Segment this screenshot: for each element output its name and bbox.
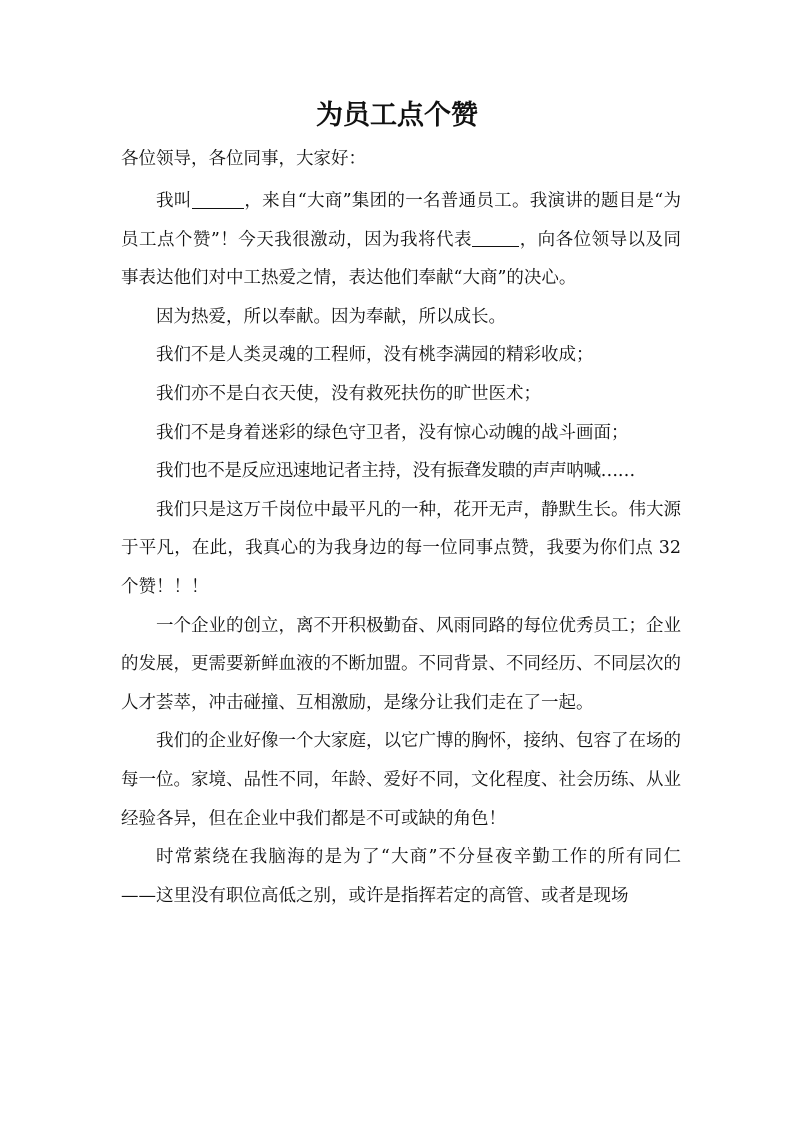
- intro-text-1: 我叫: [156, 191, 192, 211]
- page-title: 为员工点个赞: [316, 100, 478, 131]
- intro-text-2: ，来自“大商”集团的一名普通员工。我演讲的题目是“为员工点个赞”！今天我很激动，因为我将代表: [121, 191, 682, 250]
- paragraph: 时常萦绕在我脑海的是为了“大商”不分昼夜辛勤工作的所有同仁——这里没有职位高低之别，或许是指挥若定的高管、或者是现场: [121, 847, 681, 906]
- paragraph: 因为热爱，所以奉献。因为奉献，所以成长。: [156, 306, 506, 327]
- intro-text-3: ，向各位领导以及同事表达他们对中工热爱之情，表达他们奉献“大商”的决心。: [121, 229, 681, 289]
- paragraph: 我们也不是反应迅速地记者主持，没有振聋发聩的声声呐喊……: [156, 461, 635, 482]
- paragraph: 我们亦不是白衣天使，没有救死扶伤的旷世医术；: [156, 383, 541, 404]
- representative-blank: [472, 229, 519, 248]
- paragraph: 我们的企业好像一个大家庭，以它广博的胸怀，接纳、包容了在场的每一位。家境、品性不同，年龄、爱好不同，文化程度、社会历练、从业经验各异，但在企业中我们都是不可或缺的角色！: [121, 731, 681, 829]
- document-body: [121, 182, 681, 915]
- paragraph: 一个企业的创立，离不开积极勤奋、风雨同路的每位优秀员工；企业的发展，更需要新鲜血液的不断加盟。不同背景、不同经历、不同层次的人才荟萃，冲击碰撞、互相激励，是缘分让我们走在了一起。: [121, 615, 681, 713]
- greeting: 各位领导，各位同事，大家好：: [121, 149, 366, 169]
- paragraph: 我们不是人类灵魂的工程师，没有桃李满园的精彩收成；: [156, 345, 594, 366]
- name-blank: [192, 190, 245, 209]
- paragraph-intro: [121, 182, 681, 298]
- paragraph: 我们不是身着迷彩的绿色守卫者，没有惊心动魄的战斗画面；: [156, 422, 629, 443]
- paragraph: 我们只是这万千岗位中最平凡的一种，花开无声，静默生长。伟大源于平凡，在此，我真心的为我身边的每一位同事点赞，我要为你们点 32 个赞！！！: [121, 499, 681, 597]
